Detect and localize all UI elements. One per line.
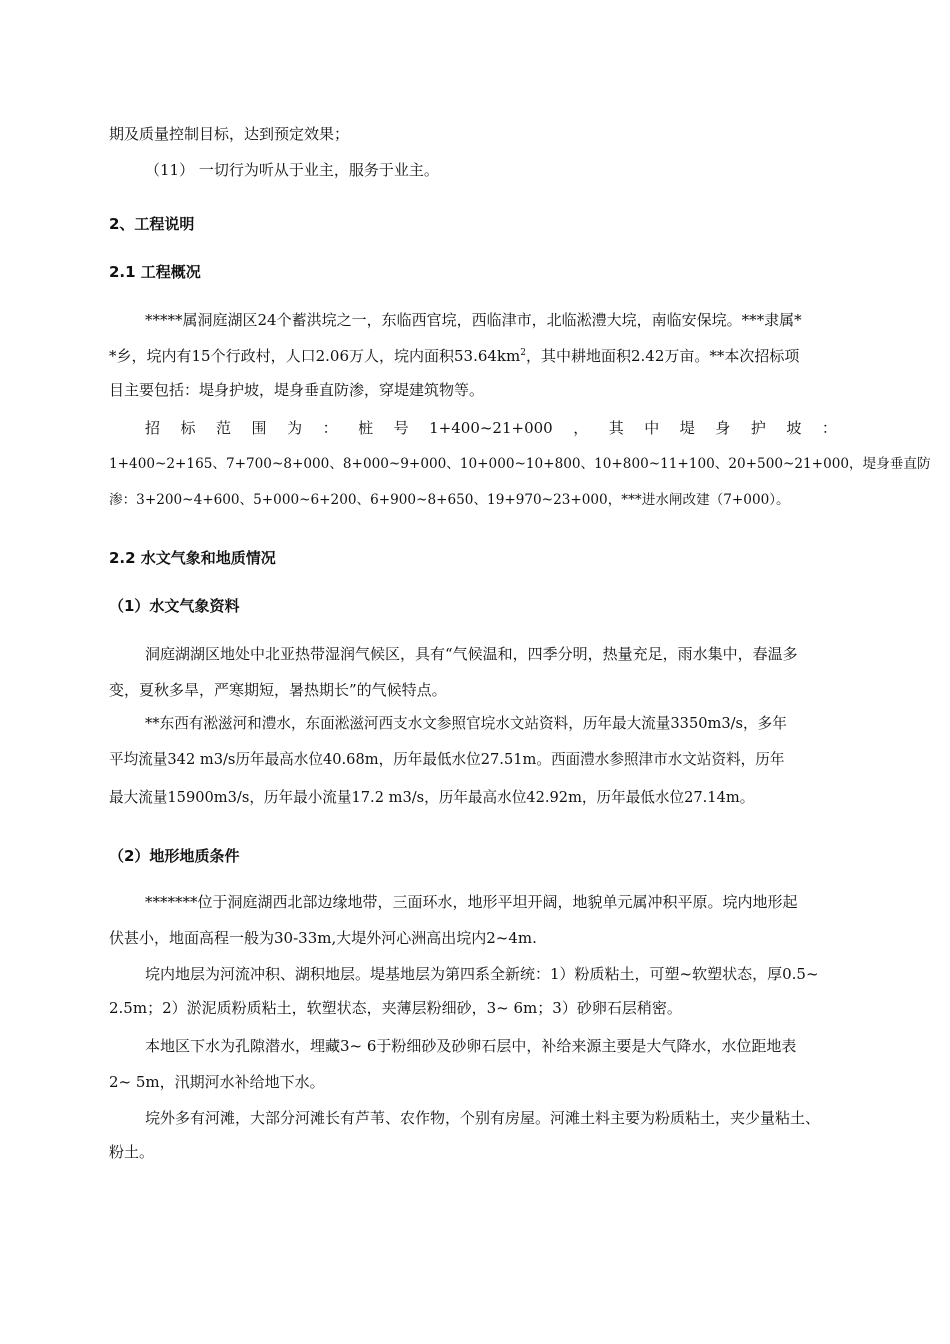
scope-line1 bbox=[145, 418, 837, 438]
hydro-p2-line3: 最大流量15900m3/s，历年最小流量17.2 m3/s，历年最高水位42.92m，历年最低水位27.14m。 bbox=[109, 789, 755, 806]
geology-p3-line1: 本地区下水为孔隙潜水，埋藏3~ 6于粉细砂及砂卵石层中，补给来源主要是大气降水，水位距地表 bbox=[145, 1037, 797, 1055]
scope-char: 号 bbox=[393, 419, 409, 437]
scope-char: 为 bbox=[287, 419, 303, 437]
scope-line3: 渗：3+200~4+600、5+000~6+200、6+900~8+650、19+970~23+000，***进水闸改建（7+000）。 bbox=[109, 492, 790, 508]
intro-line-1: 期及质量控制目标，达到预定效果； bbox=[109, 125, 350, 143]
geology-p4-line2: 粉土。 bbox=[109, 1143, 155, 1161]
scope-char: 身 bbox=[715, 419, 731, 437]
geology-p4-line1: 垸外多有河滩，大部分河滩长有芦苇、农作物，个别有房屋。河滩土料主要为粉质粘土，夹少量粘土、 bbox=[145, 1109, 821, 1127]
scope-char: 桩 bbox=[358, 419, 374, 437]
geology-title: （2）地形地质条件 bbox=[109, 847, 240, 865]
scope-char: ： bbox=[821, 419, 837, 437]
hydro-p2-line1: **东西有淞滋河和澧水，东面淞滋河西支水文参照官垸水文站资料，历年最大流量3350m3/s，多年 bbox=[145, 715, 787, 732]
km2-superscript: 2 bbox=[520, 348, 526, 358]
scope-char: 范 bbox=[216, 419, 232, 437]
scope-char: 中 bbox=[644, 419, 660, 437]
geology-p2-line1: 垸内地层为河流冲积、湖积地层。堤基地层为第四系全新统：1）粉质粘土，可塑~软塑状态，厚0.5~ bbox=[145, 965, 819, 983]
overview-p1-line2 bbox=[109, 346, 854, 366]
overview-p1-line2-a: *乡，垸内有15个行政村，人口2.06万人，垸内面积53.64km bbox=[109, 347, 521, 365]
scope-char: 其 bbox=[608, 419, 624, 437]
scope-char: 堤 bbox=[679, 419, 695, 437]
scope-char: ， bbox=[573, 419, 589, 437]
section-2-1-title: 2.1 工程概况 bbox=[109, 263, 201, 281]
geology-p1-line1: *******位于洞庭湖西北部边缘地带，三面环水，地形平坦开阔，地貌单元属冲积平原。垸内地形起 bbox=[145, 893, 798, 911]
scope-char: 标 bbox=[180, 419, 196, 437]
scope-char: 护 bbox=[750, 419, 766, 437]
overview-p1-line2-b: ，其中耕地面积2.42万亩。**本次招标项 bbox=[525, 347, 800, 365]
scope-stake-range: 1+400~21+000 bbox=[429, 419, 553, 437]
section-2-2-title: 2.2 水文气象和地质情况 bbox=[109, 549, 276, 567]
hydro-title: （1）水文气象资料 bbox=[109, 597, 240, 615]
intro-item-11: （11） 一切行为听从于业主，服务于业主。 bbox=[145, 161, 439, 179]
hydro-p2-line2: 平均流量342 m3/s历年最高水位40.68m，历年最低水位27.51m。西面澧水参照津市水文站资料，历年 bbox=[109, 751, 785, 768]
scope-char: 坡 bbox=[786, 419, 802, 437]
section-2-title: 2、工程说明 bbox=[109, 215, 195, 233]
geology-p1-line2: 伏甚小，地面高程一般为30-33m,大堤外河心洲高出垸内2~4m. bbox=[109, 929, 537, 947]
geology-p2-line2: 2.5m；2）淤泥质粉质粘土，软塑状态，夹薄层粉细砂，3~ 6m；3）砂卵石层稍密。 bbox=[109, 999, 682, 1017]
overview-p1-line3: 目主要包括：堤身护坡，堤身垂直防渗，穿堤建筑物等。 bbox=[109, 381, 485, 399]
scope-char: 围 bbox=[251, 419, 267, 437]
scope-line2: 1+400~2+165、7+700~8+000、8+000~9+000、10+000~10+800、10+800~11+100、20+500~21+000，堤身垂直防 bbox=[109, 456, 931, 472]
hydro-p1-line1: 洞庭湖湖区地处中北亚热带湿润气候区，具有“气候温和，四季分明，热量充足，雨水集中，春温多 bbox=[145, 645, 798, 663]
scope-char: 招 bbox=[145, 419, 161, 437]
overview-p1-line1: *****属洞庭湖区24个蓄洪垸之一，东临西官垸，西临津市，北临淞澧大垸，南临安保垸。***隶属* bbox=[145, 311, 802, 329]
scope-char: ： bbox=[322, 419, 338, 437]
geology-p3-line2: 2~ 5m，汛期河水补给地下水。 bbox=[109, 1073, 325, 1091]
hydro-p1-line2: 变，夏秋多旱，严寒期短，暑热期长”的气候特点。 bbox=[109, 681, 447, 699]
